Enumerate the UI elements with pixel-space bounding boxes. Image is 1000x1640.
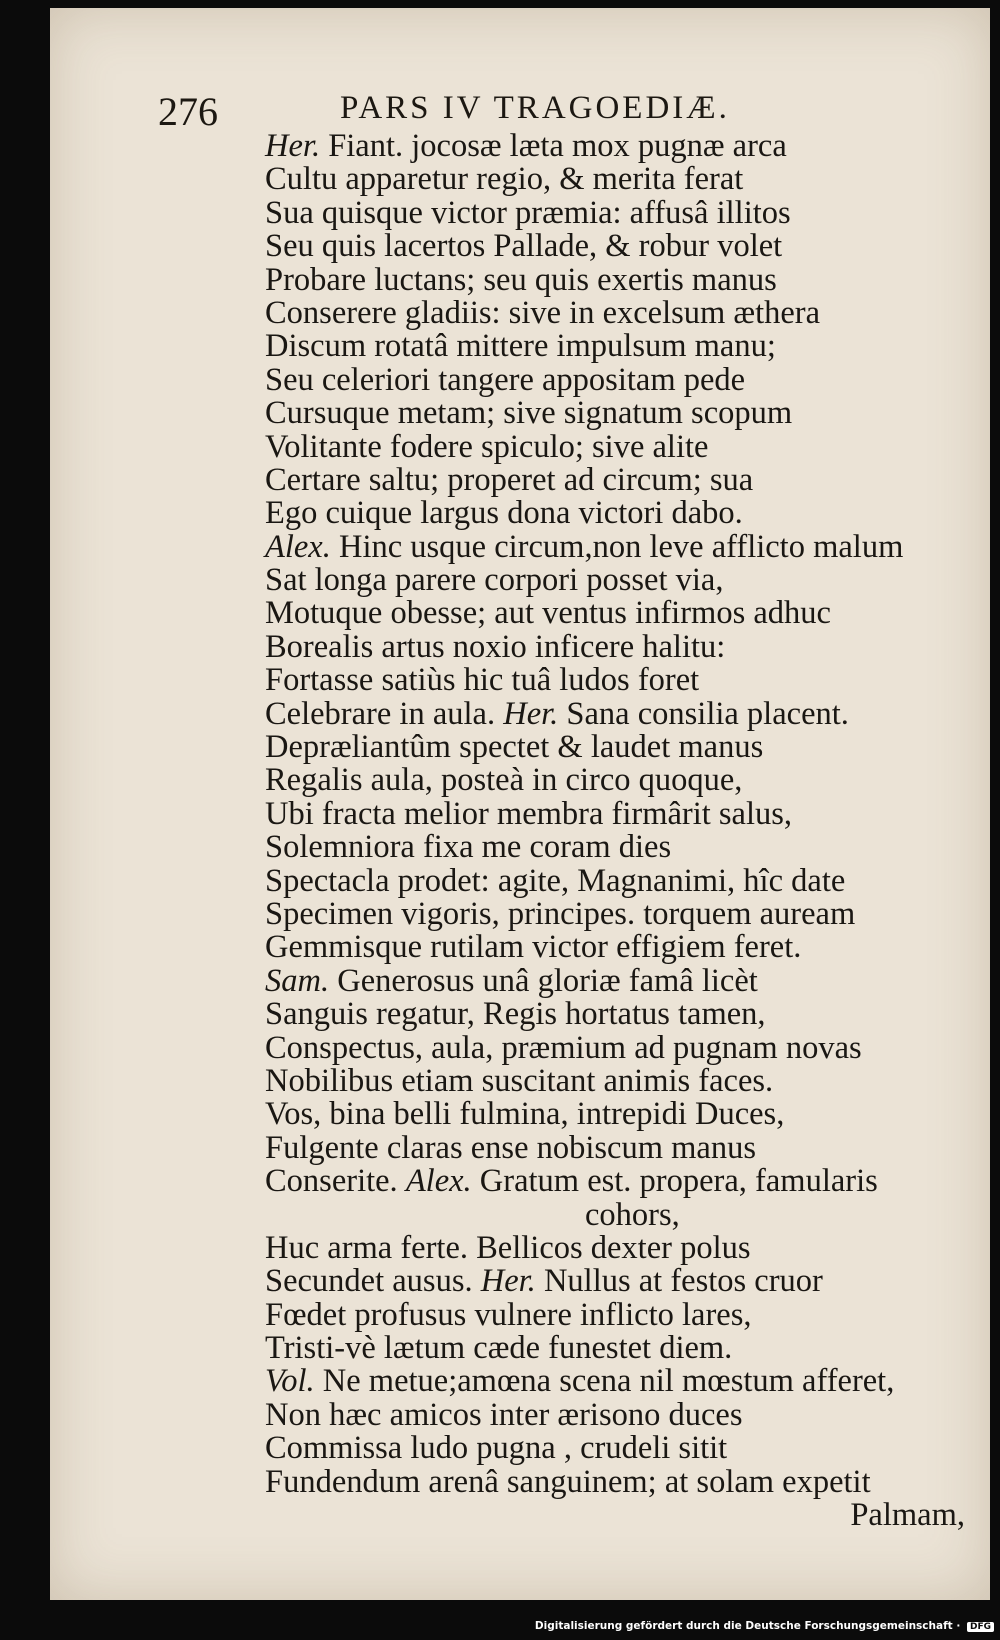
verse-line (265, 597, 965, 630)
verse-text (265, 130, 965, 1532)
verse-line (265, 361, 965, 398)
footer-credit (535, 1620, 994, 1632)
line-text: Seu quis lacertos Pallade, & robur volet (265, 228, 783, 265)
line-text: Celebrare in aula. (265, 695, 496, 732)
speaker-label: Her. (503, 695, 559, 732)
verse-line (265, 1098, 965, 1131)
verse-line (265, 1332, 965, 1365)
verse-line (265, 1432, 965, 1465)
verse-line (265, 795, 965, 832)
verse-line (265, 1029, 965, 1066)
speaker-label: Alex. (265, 528, 331, 565)
verse-line (265, 428, 965, 465)
verse-line (265, 194, 965, 231)
verse-line (265, 163, 965, 196)
line-text: Discum rotatâ mittere impulsum manu; (265, 328, 776, 365)
speaker-label: Alex. (405, 1163, 472, 1200)
verse-line (265, 330, 965, 363)
line-text: Ego cuique largus dona victori dabo. (265, 495, 743, 532)
verse-line (265, 1396, 965, 1433)
line-text: Non hæc amicos inter ærisono duces (265, 1396, 743, 1433)
line-text: Hinc usque circum,non leve afflicto malum (338, 528, 904, 565)
verse-line (265, 998, 965, 1031)
line-text: Commissa ludo pugna , crudeli sitit (265, 1430, 728, 1467)
verse-line (265, 1265, 965, 1298)
line-text: Conserite. (265, 1163, 398, 1200)
line-text: Probare luctans; seu quis exertis manus (265, 261, 777, 298)
verse-line (265, 1296, 965, 1333)
line-text: Borealis artus noxio inficere halitu: (265, 628, 726, 665)
footer-text: Digitalisierung gefördert durch die Deutsche Forschungsgemeinschaft · (534, 1620, 961, 1632)
speaker-label: Sam. (265, 962, 330, 999)
line-text: Nobilibus etiam suscitant animis faces. (265, 1062, 774, 1099)
line-text: Fœdet profusus vulnere inflicto lares, (265, 1296, 752, 1333)
speaker-label: Her. (480, 1263, 536, 1300)
line-text: Sanguis regatur, Regis hortatus tamen, (265, 996, 766, 1033)
verse-line (265, 862, 965, 899)
line-text: Specimen vigoris, principes. torquem auream (265, 895, 856, 932)
dfg-logo: DFG (967, 1622, 994, 1632)
line-text: Sat longa parere corpori posset via, (265, 562, 724, 599)
line-text: Ne metue;amœna scena nil mœstum afferet, (322, 1363, 895, 1400)
line-text: Sua quisque victor præmia: affusâ illitos (265, 194, 791, 231)
line-text: Cultu apparetur regio, & merita ferat (265, 161, 744, 198)
verse-line (265, 528, 965, 565)
verse-line (265, 931, 965, 964)
line-text: Regalis aula, posteà in circo quoque, (265, 762, 743, 799)
verse-line (265, 397, 965, 430)
line-text: Fiant. jocosæ læta mox pugnæ arca (328, 128, 787, 164)
verse-line (265, 962, 965, 999)
verse-line (265, 130, 965, 163)
line-text: Motuque obesse; aut ventus infirmos adhuc (265, 595, 831, 632)
verse-line (265, 461, 965, 498)
speaker-label: Her. (265, 128, 321, 164)
verse-line (265, 1129, 965, 1166)
page-number: 276 (158, 89, 218, 134)
verse-line (265, 1165, 965, 1198)
line-text: Generosus unâ gloriæ famâ licèt (337, 962, 758, 999)
verse-line (265, 895, 965, 932)
line-text: Depræliantûm spectet & laudet manus (265, 729, 764, 766)
line-text: Fulgente claras ense nobiscum manus (265, 1129, 756, 1166)
verse-line (265, 628, 965, 665)
running-head: PARS IV TRAGOEDIÆ. (340, 90, 730, 126)
verse-line (265, 1499, 965, 1532)
line-text: Gemmisque rutilam victor effigiem feret. (265, 929, 802, 966)
verse-line (265, 1062, 965, 1099)
line-text: Cursuque metam; sive signatum scopum (265, 395, 793, 432)
verse-line (265, 831, 965, 864)
line-text: Nullus at festos cruor (543, 1263, 823, 1300)
line-text: Palmam, (850, 1497, 965, 1534)
line-text: Vos, bina belli fulmina, intrepidi Duces, (265, 1096, 785, 1133)
line-text: Secundet ausus. (265, 1263, 473, 1300)
verse-line (265, 1229, 965, 1266)
line-text: cohors, (585, 1196, 680, 1233)
line-text: Tristi-vè lætum cæde funestet diem. (265, 1330, 733, 1367)
line-text: Fundendum arenâ sanguinem; at solam expetit (265, 1463, 871, 1500)
book-page (50, 8, 990, 1600)
verse-line (265, 1196, 965, 1233)
line-text: Gratum est. propera, famularis (479, 1163, 878, 1200)
verse-line (265, 695, 965, 732)
line-text: Volitante fodere spiculo; sive alite (265, 428, 709, 465)
verse-line (265, 731, 965, 764)
speaker-label: Vol. (265, 1363, 315, 1400)
line-text: Seu celeriori tangere appositam pede (265, 361, 746, 398)
verse-line (265, 764, 965, 797)
verse-line (265, 294, 965, 331)
verse-line (265, 230, 965, 263)
line-text: Spectacla prodet: agite, Magnanimi, hîc date (265, 862, 846, 899)
line-text: Certare saltu; properet ad circum; sua (265, 461, 754, 498)
verse-line (265, 564, 965, 597)
line-text: Conserere gladiis: sive in excelsum æthera (265, 294, 821, 331)
verse-line (265, 664, 965, 697)
verse-line (265, 1365, 965, 1398)
line-text: Huc arma ferte. Bellicos dexter polus (265, 1229, 751, 1266)
line-text: Fortasse satiùs hic tuâ ludos foret (265, 662, 700, 699)
line-text: Conspectus, aula, præmium ad pugnam novas (265, 1029, 862, 1066)
verse-line (265, 261, 965, 298)
verse-line (265, 1463, 965, 1500)
line-text: Sana consilia placent. (566, 695, 849, 732)
line-text: Solemniora fixa me coram dies (265, 829, 672, 866)
verse-line (265, 497, 965, 530)
line-text: Ubi fracta melior membra firmârit salus, (265, 795, 793, 832)
